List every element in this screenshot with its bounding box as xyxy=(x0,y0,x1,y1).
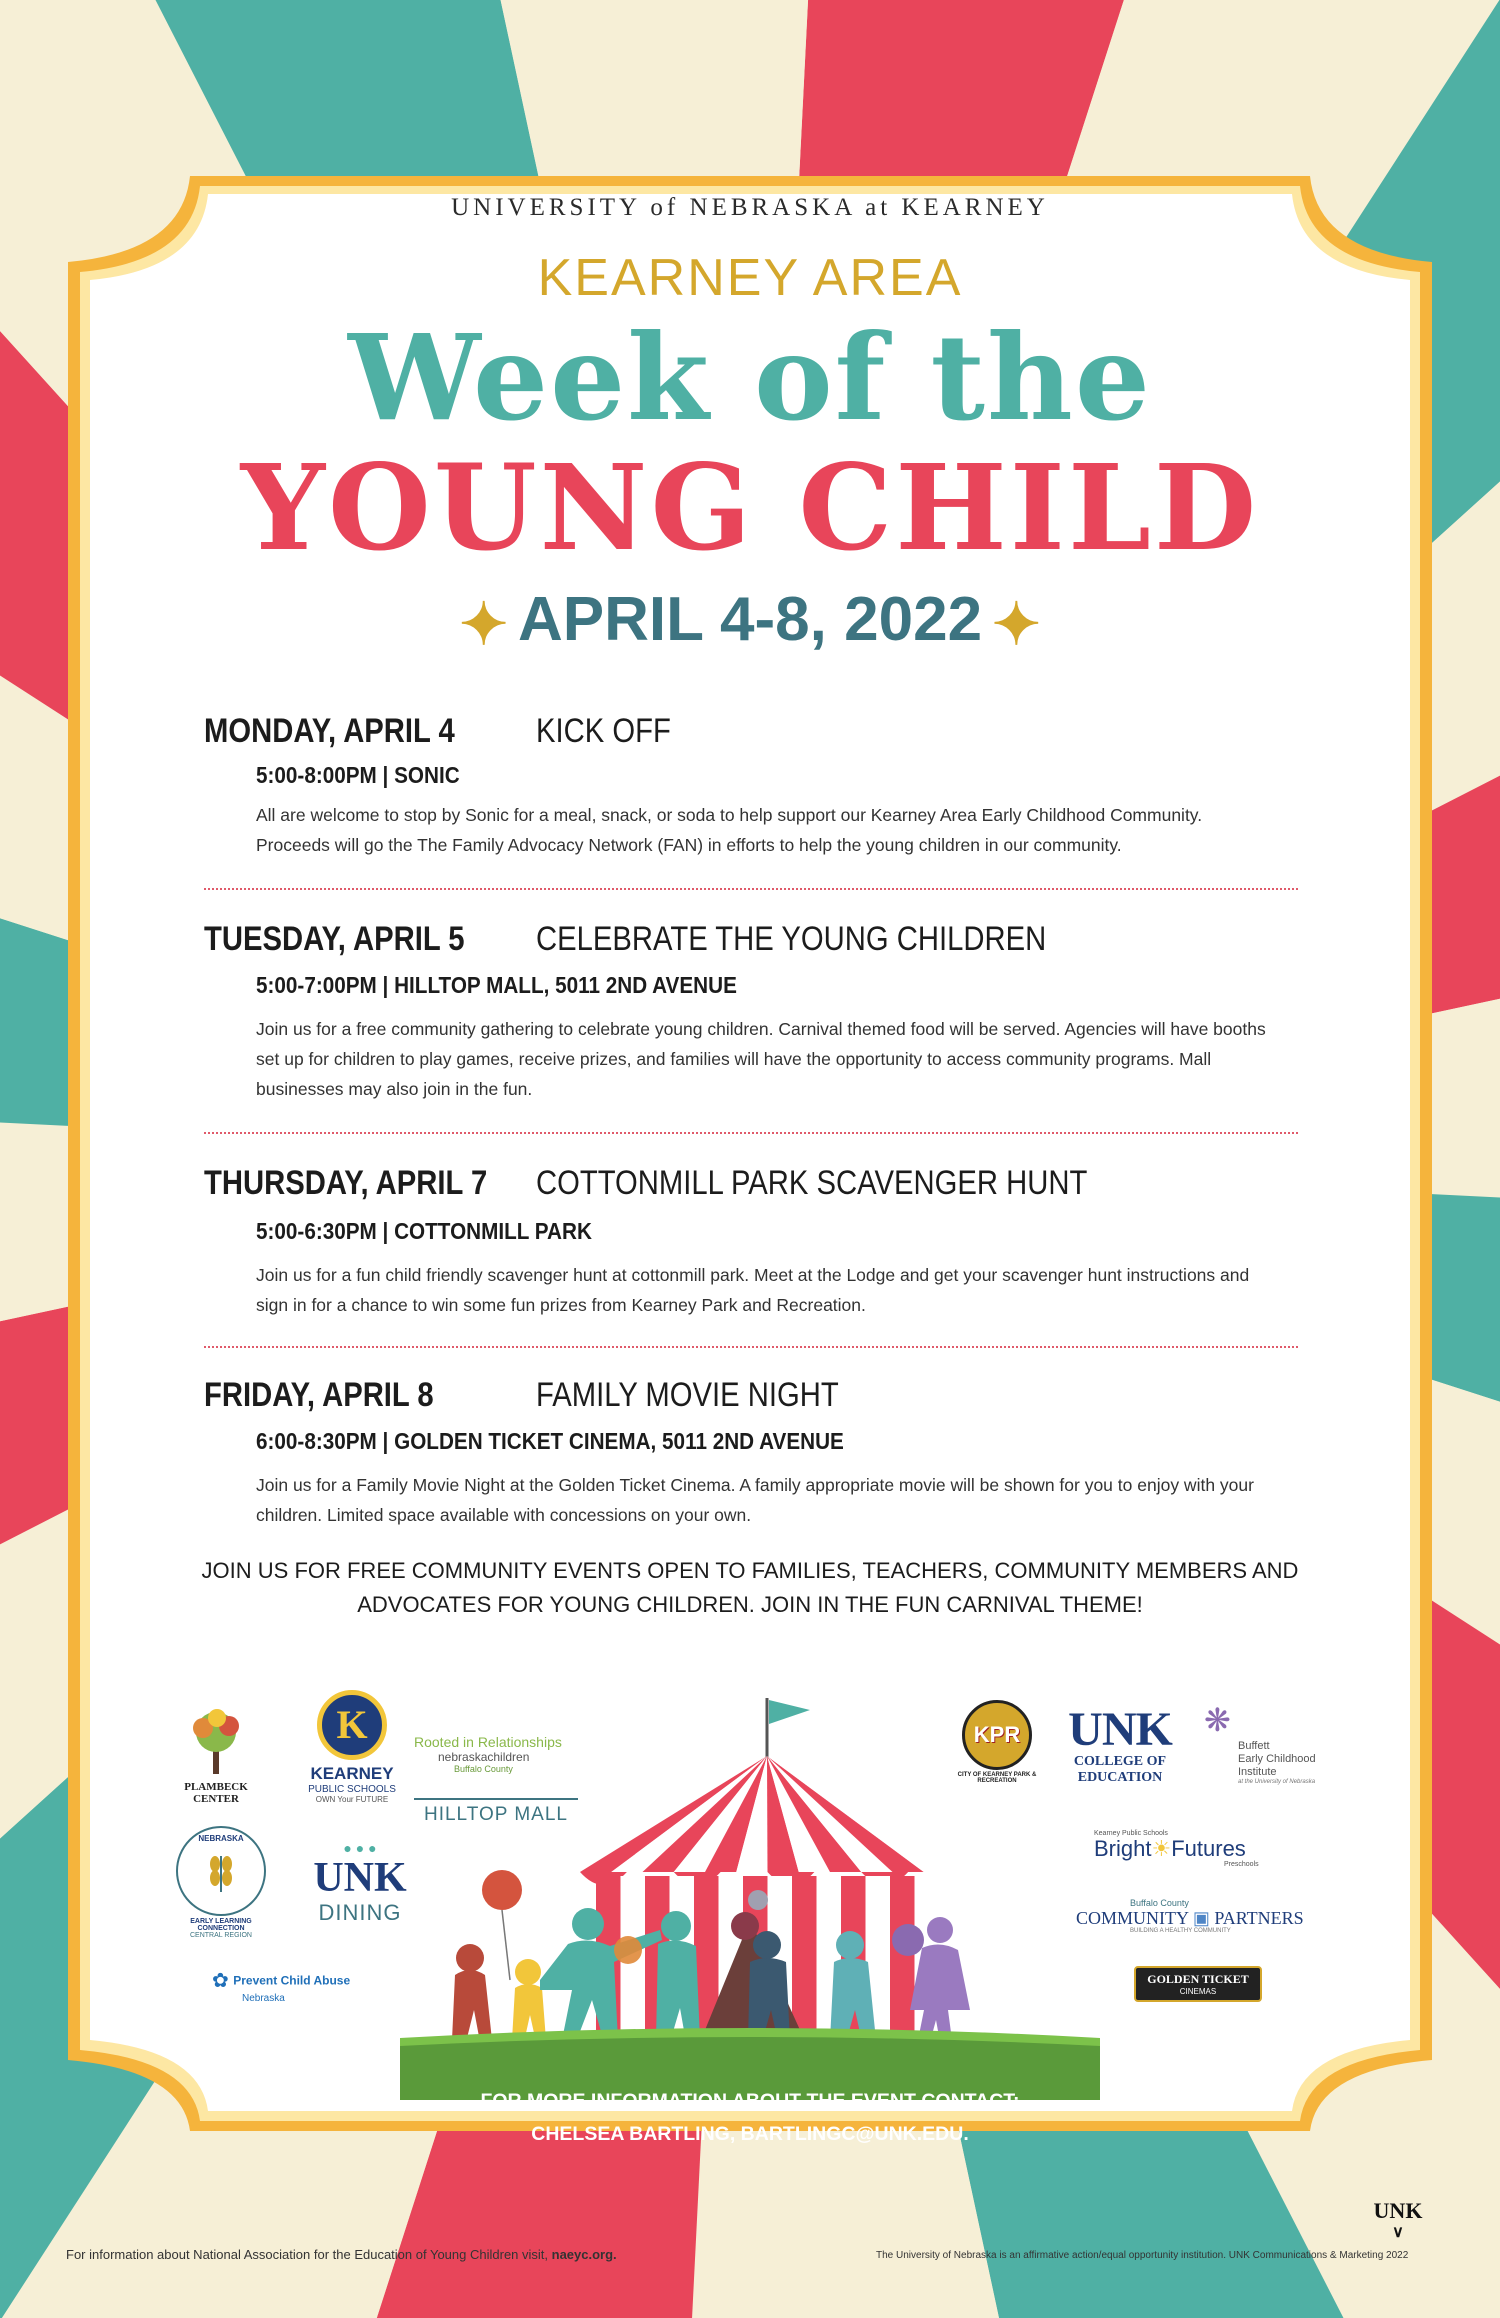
logo-text: CINEMAS xyxy=(1179,1987,1217,1996)
unk-corner-logo xyxy=(1366,2200,1430,2244)
logo-text: KPR xyxy=(962,1700,1032,1770)
sun-icon: ☀ xyxy=(1151,1836,1172,1861)
kearney-park-recreation-logo xyxy=(952,1700,1042,1784)
logo-text: Early Childhood xyxy=(1238,1753,1316,1765)
logo-text: Kearney Public Schools xyxy=(1094,1830,1168,1837)
logo-text: at the University of Nebraska xyxy=(1238,1779,1316,1785)
footer-text: For information about National Association for the Education of Young Children visit, xyxy=(66,2247,549,2262)
dandelion-icon: ❋ xyxy=(1204,1702,1231,1738)
logo-text: UNK xyxy=(313,1855,407,1901)
event-time-place: 6:00-8:30PM | GOLDEN TICKET CINEMA, 5011 2ND AVENUE xyxy=(256,1428,844,1454)
star-icon: ✦ xyxy=(992,591,1041,657)
logo-text: Buffalo County xyxy=(1130,1898,1189,1908)
event-name: FAMILY MOVIE NIGHT xyxy=(536,1376,839,1414)
logo-text: EARLY LEARNING CONNECTION xyxy=(190,1918,252,1932)
chevron-down-icon: ∨ xyxy=(1392,2224,1404,2241)
title-line-2: YOUNG CHILD xyxy=(240,438,1260,577)
event-description: Join us for a Family Movie Night at the Golden Ticket Cinema. A family appropriate movie will be shown for you to enjoy with your children. Limited space available with concessions on your own. xyxy=(256,1475,1254,1525)
logo-text: NEBRASKA xyxy=(198,1834,244,1843)
event-description: All are welcome to stop by Sonic for a meal, snack, or soda to help support our Kearney Area Early Childhood Community. Proceeds will go the The Family Advocacy Network (FAN) in efforts to help the young children in our community. xyxy=(256,805,1203,855)
logo-text: GOLDEN TICKET xyxy=(1147,1972,1249,1986)
event-description: Join us for a fun child friendly scavenger hunt at cottonmill park. Meet at the Lodge and get your scavenger hunt instructions and sign in for a chance to win some fun prizes from Kearney Park and Recreation. xyxy=(256,1265,1250,1315)
rooted-in-relationships-logo xyxy=(414,1734,574,1774)
title-line-1: Week of the xyxy=(348,308,1152,447)
event-description: Join us for a free community gathering to celebrate young children. Carnival themed food will be served. Agencies will have booths set up for children to play games, receive prizes, and families will have the opportunity to access community programs. Mall businesses may also join in the fun. xyxy=(256,1019,1266,1099)
event-day: TUESDAY, APRIL 5 xyxy=(204,920,465,958)
contact-line-1: FOR MORE INFORMATION ABOUT THE EVENT CONTACT: xyxy=(480,2090,1020,2112)
nebraska-map-icon: ▣ xyxy=(1192,1908,1210,1928)
star-icon: ✦ xyxy=(459,591,508,657)
area-heading: KEARNEY AREA xyxy=(537,249,963,307)
pinwheel-icon: ✿ xyxy=(212,1970,229,1992)
event-time-place: 5:00-7:00PM | HILLTOP MALL, 5011 2ND AVENUE xyxy=(256,972,737,998)
logo-text: PUBLIC SCHOOLS xyxy=(308,1784,396,1795)
logo-text: BUILDING A HEALTHY COMMUNITY xyxy=(1130,1928,1231,1934)
logo-text: OWN Your FUTURE xyxy=(315,1795,389,1804)
event-dates: APRIL 4-8, 2022 xyxy=(517,585,983,654)
logo-text: Buffett xyxy=(1238,1740,1270,1752)
event-divider xyxy=(204,1132,1298,1134)
flag-icon xyxy=(769,1700,810,1724)
logo-text: Nebraska xyxy=(242,1993,285,2004)
logo-text: KEARNEY xyxy=(310,1764,394,1783)
logo-text: DINING xyxy=(318,1900,402,1925)
event-name: COTTONMILL PARK SCAVENGER HUNT xyxy=(536,1164,1088,1202)
plambeck-center-logo xyxy=(168,1708,264,1805)
bright-futures-logo xyxy=(1094,1830,1314,1868)
logo-text: Prevent Child Abuse xyxy=(233,1973,351,1988)
buffett-institute-logo xyxy=(1204,1700,1344,1785)
event-day: THURSDAY, APRIL 7 xyxy=(204,1164,488,1202)
event-dates-row xyxy=(0,584,1500,658)
university-name: UNIVERSITY of NEBRASKA at KEARNEY xyxy=(451,194,1049,221)
logo-text: Buffalo County xyxy=(454,1764,513,1774)
kearney-public-schools-logo xyxy=(300,1690,404,1804)
event-name: CELEBRATE THE YOUNG CHILDREN xyxy=(536,920,1047,958)
event-name: KICK OFF xyxy=(536,712,671,750)
event-day: FRIDAY, APRIL 8 xyxy=(204,1376,434,1414)
event-divider xyxy=(204,1346,1298,1348)
logo-text: CENTRAL REGION xyxy=(190,1932,252,1939)
tent-wall-stripe xyxy=(792,1876,817,2036)
contact-info xyxy=(420,2085,1080,2151)
logo-text: Preschools xyxy=(1224,1861,1259,1868)
unk-college-of-education-logo xyxy=(1060,1703,1180,1786)
contact-line-2: CHELSEA BARTLING, BARTLINGC@UNK.EDU. xyxy=(531,2123,969,2145)
event-time-place: 5:00-6:30PM | COTTONMILL PARK xyxy=(256,1218,592,1244)
footer-eeo-note: The University of Nebraska is an affirmative action/equal opportunity institution. UNK Communications & Marketing 2022 xyxy=(876,2250,1409,2261)
logo-text: PARTNERS xyxy=(1214,1908,1304,1928)
naeyc-link[interactable]: naeyc.org. xyxy=(551,2247,617,2262)
footer-naeyc-note xyxy=(66,2247,617,2262)
tree-icon xyxy=(181,1708,251,1776)
event-time-place: 5:00-8:00PM | SONIC xyxy=(256,762,460,788)
hilltop-mall-logo: HILLTOP MALL xyxy=(414,1798,578,1826)
tent-wall-stripe xyxy=(890,1876,915,2036)
logo-text: Futures xyxy=(1171,1836,1246,1861)
event-divider xyxy=(204,888,1298,890)
invite-text: JOIN US FOR FREE COMMUNITY EVENTS OPEN TO FAMILIES, TEACHERS, COMMUNITY MEMBERS AND ADVOCATES FOR YOUNG CHILDREN. JOIN IN THE FUN CARNIVAL THEME! xyxy=(201,1558,1299,1617)
unk-dining-logo xyxy=(308,1840,412,1926)
community-partners-logo xyxy=(1076,1898,1326,1934)
prevent-child-abuse-logo xyxy=(212,1968,382,2004)
logo-text: CITY OF KEARNEY PARK & RECREATION xyxy=(957,1772,1037,1784)
logo-text: Bright xyxy=(1094,1836,1152,1861)
early-learning-connection-logo xyxy=(166,1826,276,1939)
event-day: MONDAY, APRIL 4 xyxy=(204,712,455,750)
golden-ticket-cinemas-logo xyxy=(1134,1966,1262,2002)
logo-text: Institute xyxy=(1238,1766,1277,1778)
logo-text: COMMUNITY xyxy=(1076,1908,1189,1928)
wheat-icon xyxy=(201,1850,241,1894)
logo-text: PLAMBECK CENTER xyxy=(184,1781,248,1805)
logo-text: UNK xyxy=(1373,2198,1423,2223)
logo-text: Rooted in Relationships xyxy=(414,1734,562,1750)
dining-icons: ● ● ● xyxy=(343,1840,377,1856)
logo-text: UNK xyxy=(1068,1703,1172,1756)
logo-text: COLLEGE OF EDUCATION xyxy=(1073,1754,1167,1785)
kps-k-icon: K xyxy=(317,1690,387,1760)
logo-text: nebraskachildren xyxy=(438,1750,530,1764)
